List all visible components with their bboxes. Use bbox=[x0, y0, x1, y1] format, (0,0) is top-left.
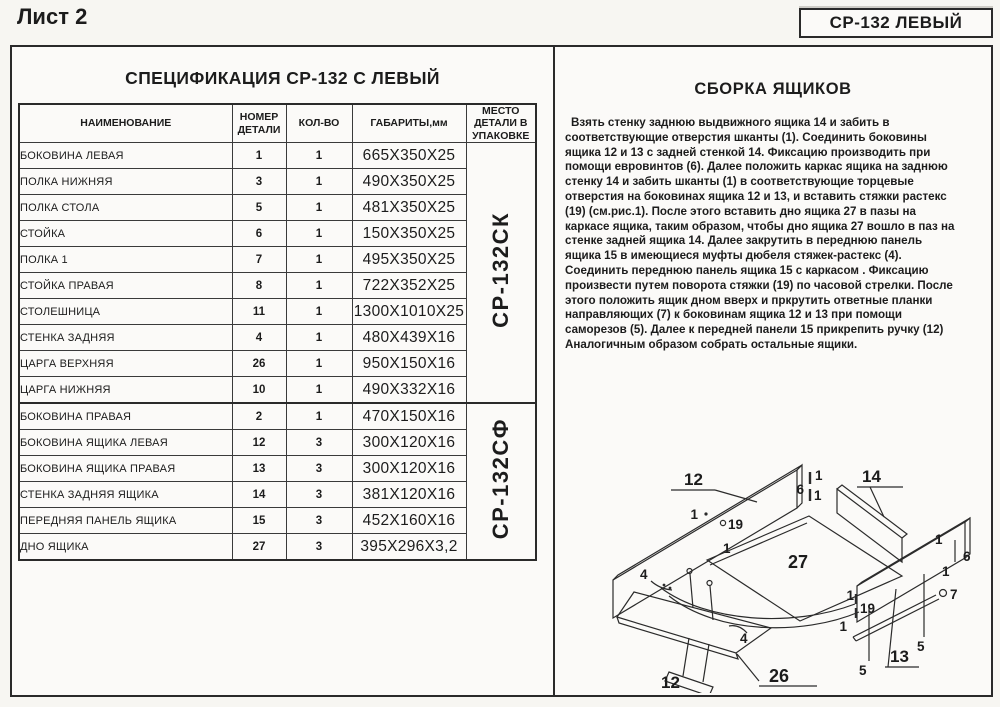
col-header-name: НАИМЕНОВАНИЕ bbox=[19, 104, 232, 143]
table-row bbox=[19, 325, 536, 351]
table-row bbox=[19, 482, 536, 508]
cell-size: 495Х350Х25 bbox=[352, 247, 466, 273]
cell-part: 12 bbox=[232, 430, 286, 456]
cell-size: 665Х350Х25 bbox=[352, 143, 466, 169]
table-row bbox=[19, 430, 536, 456]
spec-table bbox=[18, 103, 537, 561]
table-row bbox=[19, 169, 536, 195]
assembly-panel bbox=[555, 47, 991, 695]
cell-qty: 3 bbox=[286, 534, 352, 561]
spec-title: СПЕЦИФИКАЦИЯ СР-132 С ЛЕВЫЙ bbox=[125, 68, 440, 88]
sheet-label: Лист 2 bbox=[17, 4, 88, 29]
cell-size: 300Х120Х16 bbox=[352, 456, 466, 482]
cam-dowel-callout-left bbox=[640, 567, 672, 590]
cell-part: 8 bbox=[232, 273, 286, 299]
cell-part: 15 bbox=[232, 508, 286, 534]
col-header-part: НОМЕР ДЕТАЛИ bbox=[232, 104, 286, 143]
package-group-cf bbox=[466, 403, 536, 560]
table-row bbox=[19, 377, 536, 404]
label-front-rail bbox=[737, 654, 817, 686]
cell-part: 14 bbox=[232, 482, 286, 508]
cam-dowel-callout-right bbox=[729, 626, 748, 646]
diagram-label-dowel: 1 bbox=[690, 507, 698, 522]
cell-part: 13 bbox=[232, 456, 286, 482]
assembly-title: СБОРКА ЯЩИКОВ bbox=[694, 80, 852, 98]
cell-name: СТОЙКА ПРАВАЯ bbox=[19, 273, 232, 299]
diagram-label-dowel: 1 bbox=[839, 619, 847, 634]
model-badge: СР-132 ЛЕВЫЙ bbox=[799, 8, 993, 38]
cell-part: 6 bbox=[232, 221, 286, 247]
cell-size: 480Х439Х16 bbox=[352, 325, 466, 351]
cell-size: 722Х352Х25 bbox=[352, 273, 466, 299]
cell-qty: 1 bbox=[286, 403, 352, 430]
cell-qty: 1 bbox=[286, 377, 352, 404]
cell-name: СТОЙКА bbox=[19, 221, 232, 247]
diagram-label-screw: 5 bbox=[917, 639, 925, 654]
cell-size: 1300Х1010Х25 bbox=[352, 299, 466, 325]
diagram-label-euroscrew: 6 bbox=[796, 482, 804, 497]
table-row bbox=[19, 351, 536, 377]
cell-name: ПОЛКА НИЖНЯЯ bbox=[19, 169, 232, 195]
diagram-label-side-right: 13 bbox=[890, 647, 909, 666]
cell-part: 1 bbox=[232, 143, 286, 169]
diagram-label-cam-dowel: 4 bbox=[640, 567, 648, 582]
cell-qty: 1 bbox=[286, 195, 352, 221]
diagram-label-guide-plate: 7 bbox=[950, 587, 958, 602]
cell-part: 11 bbox=[232, 299, 286, 325]
table-row bbox=[19, 195, 536, 221]
package-group-label: СР-132СК bbox=[487, 212, 513, 328]
spec-panel bbox=[12, 47, 555, 695]
cell-size: 300Х120Х16 bbox=[352, 430, 466, 456]
label-side-right bbox=[885, 589, 919, 667]
col-header-size: ГАБАРИТЫ,мм bbox=[352, 104, 466, 143]
assembly-diagram bbox=[557, 390, 995, 693]
cell-name: ЦАРГА ВЕРХНЯЯ bbox=[19, 351, 232, 377]
cell-part: 2 bbox=[232, 403, 286, 430]
cell-part: 4 bbox=[232, 325, 286, 351]
cell-name: ДНО ЯЩИКА bbox=[19, 534, 232, 561]
diagram-label-handle: 12 bbox=[661, 673, 680, 692]
cell-name: ПОЛКА 1 bbox=[19, 247, 232, 273]
drawer-back-wall bbox=[837, 485, 907, 562]
cell-size: 490Х350Х25 bbox=[352, 169, 466, 195]
cell-qty: 1 bbox=[286, 351, 352, 377]
cell-part: 27 bbox=[232, 534, 286, 561]
cell-size: 395Х296Х3,2 bbox=[352, 534, 466, 561]
cell-name: БОКОВИНА ПРАВАЯ bbox=[19, 403, 232, 430]
cell-size: 452Х160Х16 bbox=[352, 508, 466, 534]
table-row bbox=[19, 403, 536, 430]
cell-qty: 1 bbox=[286, 247, 352, 273]
table-row bbox=[19, 143, 536, 169]
cell-name: СТЕНКА ЗАДНЯЯ ЯЩИКА bbox=[19, 482, 232, 508]
cell-part: 7 bbox=[232, 247, 286, 273]
diagram-label-dowel: 1 bbox=[814, 488, 822, 503]
package-group-label: СР-132СФ bbox=[487, 418, 513, 540]
cell-name: БОКОВИНА ЯЩИКА ЛЕВАЯ bbox=[19, 430, 232, 456]
package-group-ck bbox=[466, 143, 536, 404]
col-header-qty: КОЛ-ВО bbox=[286, 104, 352, 143]
cell-qty: 1 bbox=[286, 169, 352, 195]
cell-qty: 3 bbox=[286, 430, 352, 456]
diagram-label-euroscrew: 6 bbox=[963, 549, 971, 564]
diagram-label-dowel: 1 bbox=[723, 541, 731, 556]
cell-size: 950Х150Х16 bbox=[352, 351, 466, 377]
cell-size: 490Х332Х16 bbox=[352, 377, 466, 404]
diagram-label-dowel: 1 bbox=[846, 588, 854, 603]
col-header-place: МЕСТО ДЕТАЛИ В УПАКОВКЕ bbox=[466, 104, 536, 143]
diagram-label-screw: 5 bbox=[859, 663, 867, 678]
table-row bbox=[19, 247, 536, 273]
cell-size: 470Х150Х16 bbox=[352, 403, 466, 430]
diagram-label-front-rail: 26 bbox=[769, 666, 790, 686]
cell-size: 150Х350Х25 bbox=[352, 221, 466, 247]
cell-qty: 1 bbox=[286, 299, 352, 325]
diagram-label-back-wall: 14 bbox=[862, 467, 881, 486]
cell-qty: 3 bbox=[286, 482, 352, 508]
drawer-side-left-panel bbox=[613, 465, 802, 618]
cell-qty: 1 bbox=[286, 325, 352, 351]
diagram-label-side-left: 12 bbox=[684, 470, 703, 489]
cell-name: ПОЛКА СТОЛА bbox=[19, 195, 232, 221]
cell-name: ЦАРГА НИЖНЯЯ bbox=[19, 377, 232, 404]
screw-callout-left bbox=[859, 606, 869, 678]
cell-qty: 1 bbox=[286, 221, 352, 247]
cell-part: 10 bbox=[232, 377, 286, 404]
label-side-left bbox=[671, 470, 757, 502]
table-row bbox=[19, 273, 536, 299]
diagram-label-dowel: 1 bbox=[942, 564, 950, 579]
table-row bbox=[19, 456, 536, 482]
cell-qty: 3 bbox=[286, 508, 352, 534]
cell-name: СТЕНКА ЗАДНЯЯ bbox=[19, 325, 232, 351]
assembly-instructions: Взять стенку заднюю выдвижного ящика 14 и забить в соответствующие отверстия шканты (1). Соединить боковины ящика 12 и 13 с задней стенкой 14. Фиксацию производить при помощи евровинтов (6). Далее положить каркас ящика на заднюю стенку 14 и забить шканты (1) в соответствующие торцевые отверстия на боковинах ящика 12 и 13, и вставить стяжки растекс (19) (см.рис.1). После этого вставить дно ящика 27 в пазы на каркасе ящика, таким образом, чтобы дно ящика 27 вошло в паз на стенке задней ящика 14. Далее закрутить в переднюю панель ящика 15 в имеющиеся муфты дюбеля стяжек-растекс (4). Соединить переднюю панель ящика 15 с каркасом . Фиксацию произвести путем поворота стяжки (19) по часовой стрелки. После этого положить ящик дном вверх и пркрутить ответные планки направляющих (7) к боковинам ящика 12 и 13 при помощи саморезов (5). Далее к передней панели 15 прикрепить ручку (12) Аналогичным образом собрать остальные ящики. bbox=[565, 116, 955, 351]
table-row bbox=[19, 299, 536, 325]
cell-part: 3 bbox=[232, 169, 286, 195]
diagram-label-cam: 19 bbox=[860, 601, 876, 616]
diagram-label-dowel: 1 bbox=[935, 532, 943, 547]
table-row bbox=[19, 534, 536, 561]
cell-qty: 1 bbox=[286, 273, 352, 299]
cell-name: БОКОВИНА ЯЩИКА ПРАВАЯ bbox=[19, 456, 232, 482]
table-row bbox=[19, 221, 536, 247]
diagram-label-dowel: 1 bbox=[815, 468, 823, 483]
cell-name: СТОЛЕШНИЦА bbox=[19, 299, 232, 325]
cell-part: 26 bbox=[232, 351, 286, 377]
cell-size: 381Х120Х16 bbox=[352, 482, 466, 508]
cell-qty: 3 bbox=[286, 456, 352, 482]
diagram-label-bottom: 27 bbox=[788, 552, 809, 572]
diagram-label-cam-dowel: 4 bbox=[740, 631, 748, 646]
cell-name: БОКОВИНА ЛЕВАЯ bbox=[19, 143, 232, 169]
table-header-row bbox=[19, 104, 536, 143]
cell-qty: 1 bbox=[286, 143, 352, 169]
diagram-label-cam: 19 bbox=[728, 517, 744, 532]
cell-name: ПЕРЕДНЯЯ ПАНЕЛЬ ЯЩИКА bbox=[19, 508, 232, 534]
cell-part: 5 bbox=[232, 195, 286, 221]
table-row bbox=[19, 508, 536, 534]
content-frame bbox=[10, 45, 993, 697]
cell-size: 481Х350Х25 bbox=[352, 195, 466, 221]
